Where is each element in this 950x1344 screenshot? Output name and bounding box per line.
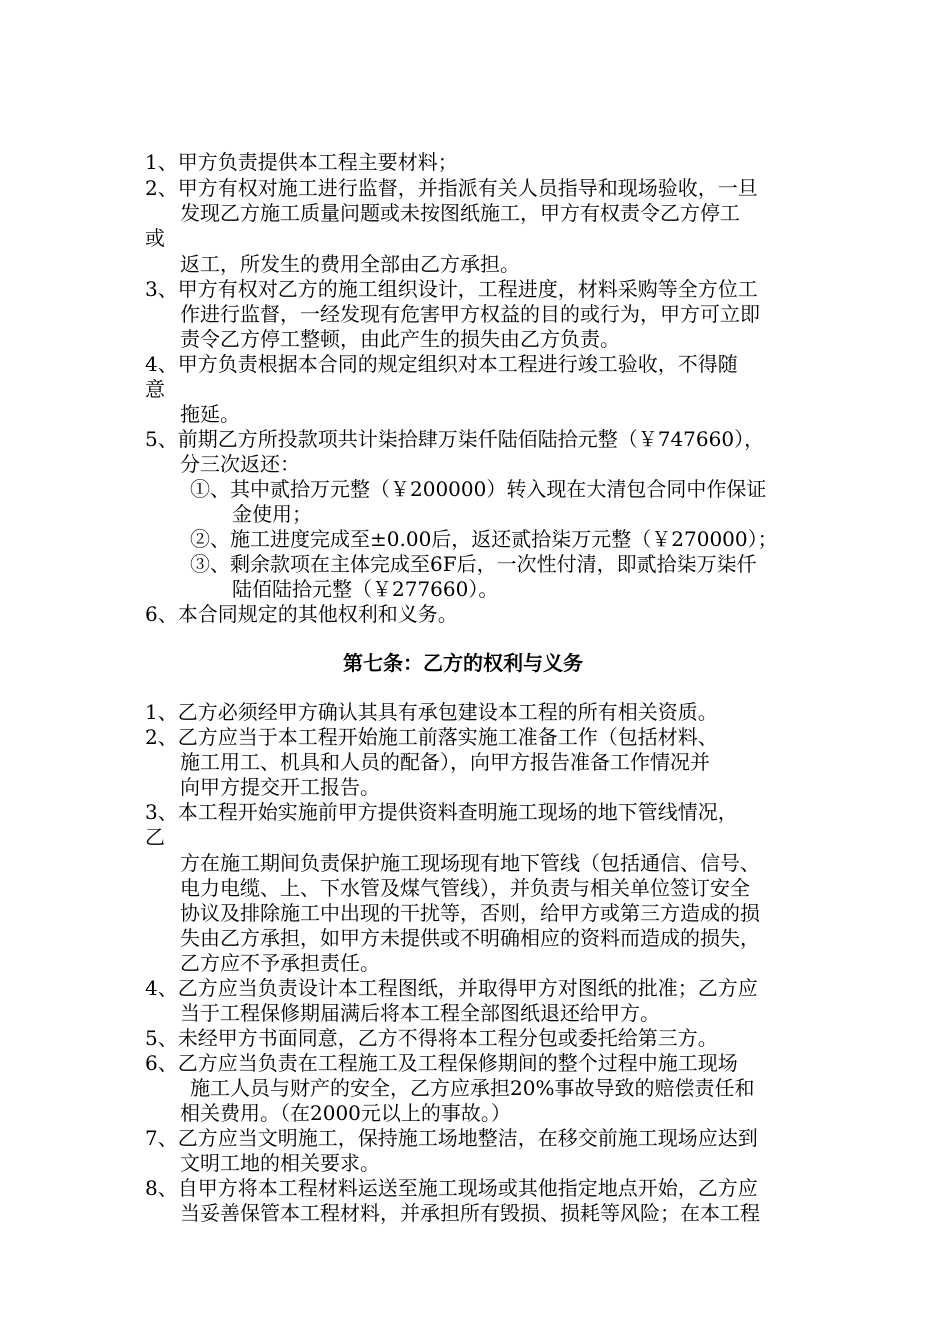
item-2-line-4: 返工，所发生的费用全部由乙方承担。 [180,252,520,276]
item-2-line-1: 2、甲方有权对施工进行监督，并指派有关人员指导和现场验收，一旦 [145,176,758,200]
s7-item-2-line-2: 施工用工、机具和人员的配备），向甲方报告准备工作情况并 [180,750,710,774]
s7-item-3-line-6: 失由乙方承担，如甲方未提供或不明确相应的资料而造成的损失， [180,926,760,950]
s7-item-6-line-2: 施工人员与财产的安全，乙方应承担20%事故导致的赔偿责任和 [190,1076,755,1100]
s7-item-3-line-5: 协议及排除施工中出现的干扰等，否则，给甲方或第三方造成的损 [180,901,760,925]
item-5-line-2: 分三次返还： [180,452,300,476]
s7-item-5-line-1: 5、未经甲方书面同意，乙方不得将本工程分包或委托给第三方。 [145,1026,718,1050]
s7-item-3-line-7: 乙方应不予承担责任。 [180,951,380,975]
section-7-heading: 第七条：乙方的权利与义务 [343,651,583,675]
item-4-line-1: 4、甲方负责根据本合同的规定组织对本工程进行竣工验收，不得随 [145,352,738,376]
item-5-sub-2-line-1: ②、施工进度完成至±0.00后，返还贰拾柒万元整（￥270000）； [190,527,778,551]
s7-item-8-line-2: 当妥善保管本工程材料，并承担所有毁损、损耗等风险；在本工程 [180,1201,760,1225]
item-5-sub-1-line-1: ①、其中贰拾万元整（￥200000）转入现在大清包合同中作保证 [190,477,767,501]
s7-item-2-line-1: 2、乙方应当于本工程开始施工前落实施工准备工作（包括材料、 [145,725,718,749]
item-5-sub-1-line-2: 金使用； [232,502,312,526]
s7-item-1-line-1: 1、乙方必须经甲方确认其具有承包建设本工程的所有相关资质。 [145,700,718,724]
item-4-line-3: 拖延。 [180,402,240,426]
item-1-line-1: 1、甲方负责提供本工程主要材料； [145,150,458,174]
s7-item-2-line-3: 向甲方提交开工报告。 [180,775,380,799]
s7-item-6-line-1: 6、乙方应当负责在工程施工及工程保修期间的整个过程中施工现场 [145,1051,738,1075]
s7-item-6-line-3: 相关费用。（在2000元以上的事故。） [180,1101,511,1125]
s7-item-3-line-1: 3、本工程开始实施前甲方提供资料查明施工现场的地下管线情况， [145,800,738,824]
s7-item-7-line-1: 7、乙方应当文明施工，保持施工场地整洁，在移交前施工现场应达到 [145,1126,758,1150]
item-3-line-2: 作进行监督，一经发现有危害甲方权益的目的或行为，甲方可立即 [180,302,760,326]
item-4-line-2: 意 [145,377,165,401]
s7-item-3-line-2: 乙 [145,825,165,849]
s7-item-4-line-2: 当于工程保修期届满后将本工程全部图纸退还给甲方。 [180,1001,660,1025]
item-5-sub-3-line-2: 陆佰陆拾元整（￥277660）。 [232,577,499,601]
item-5-line-1: 5、前期乙方所投款项共计柒拾肆万柒仟陆佰陆拾元整（￥747660）， [145,427,765,451]
s7-item-8-line-1: 8、自甲方将本工程材料运送至施工现场或其他指定地点开始，乙方应 [145,1176,758,1200]
s7-item-7-line-2: 文明工地的相关要求。 [180,1151,380,1175]
item-5-sub-3-line-1: ③、剩余款项在主体完成至6F后，一次性付清，即贰拾柒万柒仟 [190,552,757,576]
item-2-line-3: 或 [145,226,165,250]
item-3-line-3: 责令乙方停工整顿，由此产生的损失由乙方负责。 [180,327,620,351]
s7-item-3-line-4: 电力电缆、上、下水管及煤气管线），并负责与相关单位签订安全 [180,876,750,900]
s7-item-3-line-3: 方在施工期间负责保护施工现场现有地下管线（包括通信、信号、 [180,851,760,875]
s7-item-4-line-1: 4、乙方应当负责设计本工程图纸，并取得甲方对图纸的批准；乙方应 [145,976,758,1000]
item-2-line-2: 发现乙方施工质量问题或未按图纸施工，甲方有权责令乙方停工 [180,201,740,225]
item-6-line-1: 6、本合同规定的其他权利和义务。 [145,602,458,626]
item-3-line-1: 3、甲方有权对乙方的施工组织设计，工程进度，材料采购等全方位工 [145,277,758,301]
